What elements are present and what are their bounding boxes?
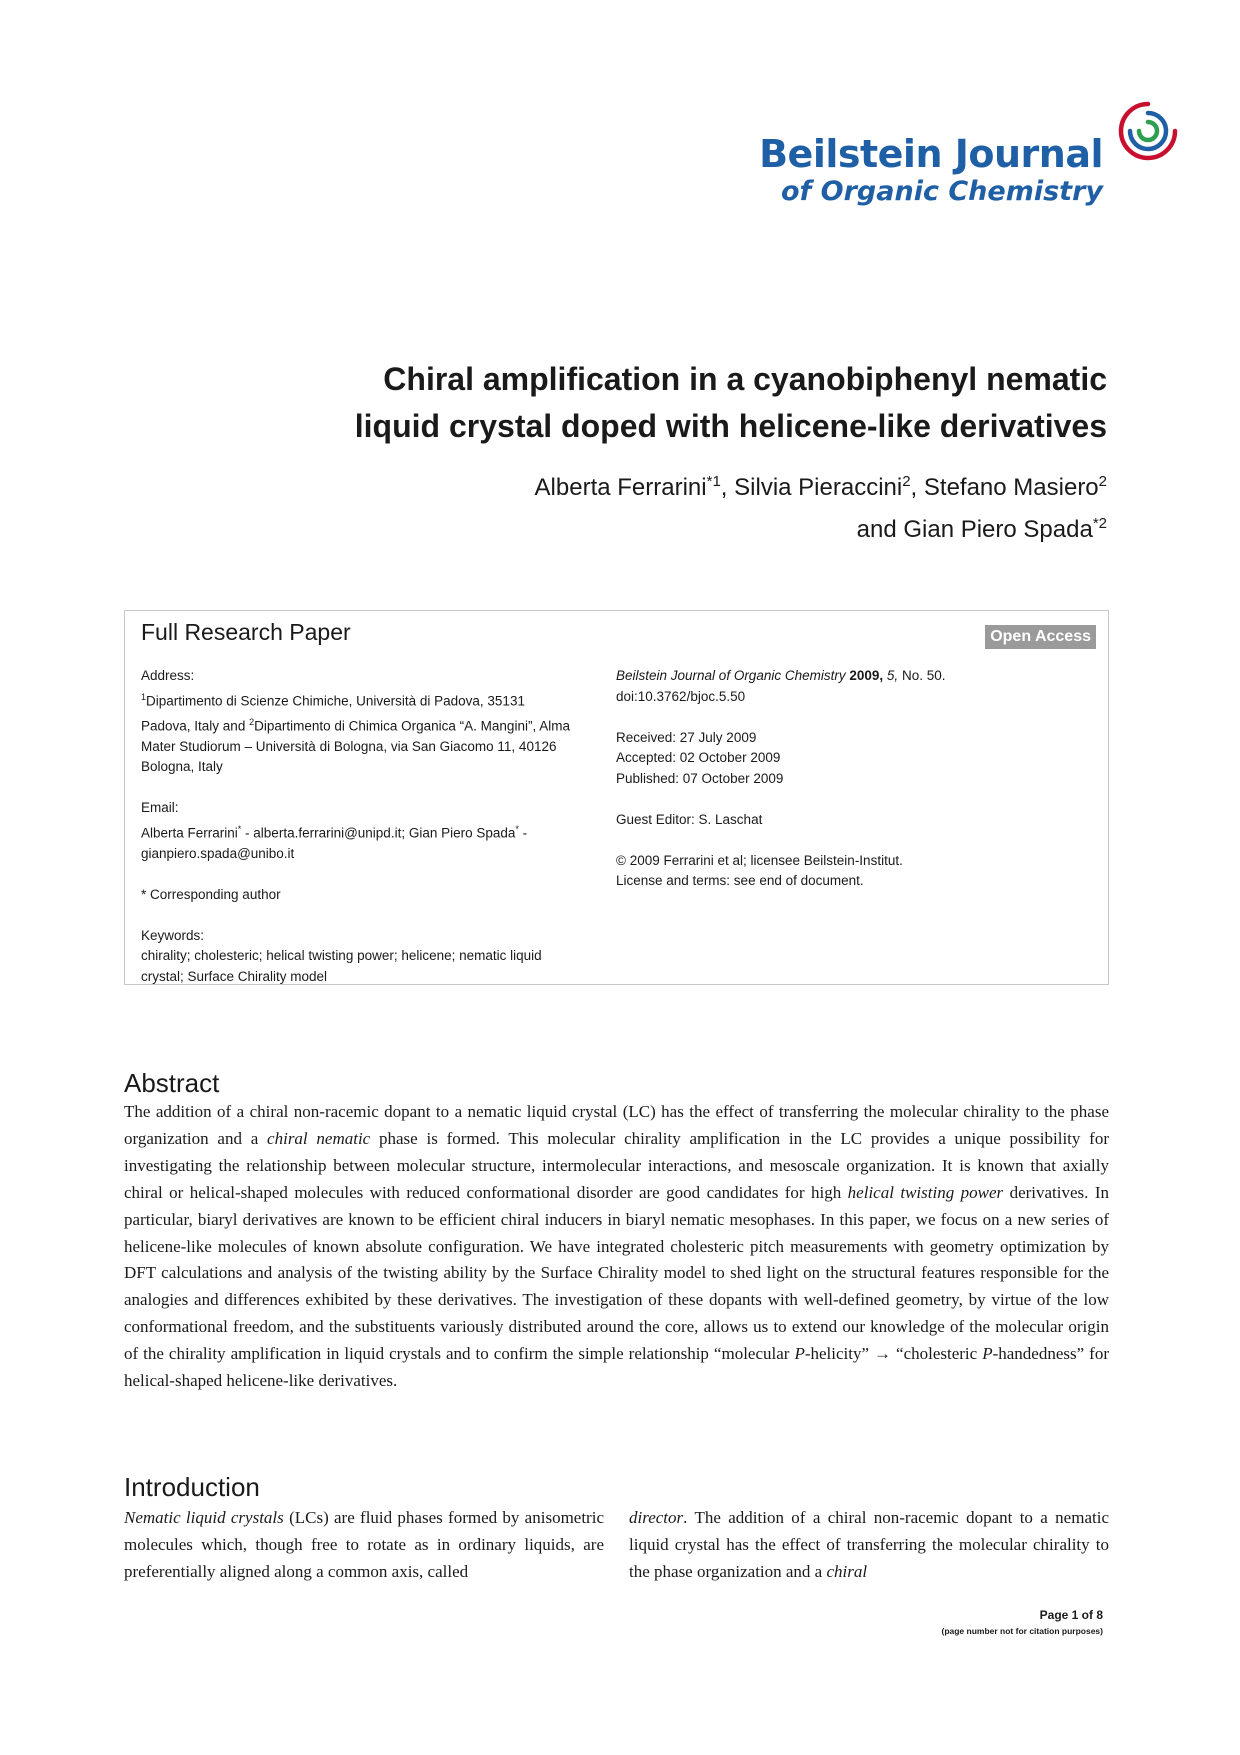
info-right-column <box>616 666 1096 892</box>
email-part[interactable]: - gianpiero.spada@unibo.it <box>141 825 528 861</box>
email-part[interactable]: - alberta.ferrarini@unipd.it; Gian Piero Spada <box>241 825 516 840</box>
corresponding-note: * Corresponding author <box>141 886 281 902</box>
introduction-left-column <box>124 1505 604 1586</box>
author-name: Stefano Masiero <box>923 474 1099 501</box>
author-name: Gian Piero Spada <box>903 516 1093 543</box>
abstract-text: The addition of a chiral non-racemic dopant to a nematic liquid crystal (LC) has the effect of transferring the molecular chirality to the phase organization and a <box>124 1102 1109 1148</box>
open-access-badge: Open Access <box>985 625 1096 649</box>
intro-text: . The addition of a chiral non-racemic dopant to a nematic liquid crystal has the effect of transferring the molecular chirality to the phase organization and a <box>629 1508 1109 1581</box>
published-date: Published: 07 October 2009 <box>616 770 784 786</box>
corresponding-marker: * <box>237 823 242 834</box>
author-separator: , <box>720 474 735 501</box>
address-part: Dipartimento di Chimica Organica “A. Mangini”, Alma Mater Studiorum – Università di Bologna, via San Giacomo 11, 40126 Bologna, Italy <box>141 718 570 774</box>
author-list <box>307 464 1107 548</box>
author-affiliation: *1 <box>706 473 721 490</box>
paper-type: Full Research Paper <box>141 619 351 645</box>
doi[interactable]: doi:10.3762/bjoc.5.50 <box>616 688 746 704</box>
keywords-label: Keywords: <box>141 927 205 943</box>
abstract-heading: Abstract <box>124 1068 220 1098</box>
affiliation-marker: 1 <box>141 691 147 702</box>
article-title <box>207 356 1107 450</box>
guest-editor: Guest Editor: S. Laschat <box>616 811 763 827</box>
abstract-text: -handedness” for helical-shaped helicene-like derivatives. <box>124 1344 1109 1391</box>
accepted-date: Accepted: 02 October 2009 <box>616 750 781 765</box>
email-author: Alberta Ferrarini <box>141 825 238 840</box>
author-separator: , <box>910 474 924 501</box>
keywords-text: chirality; cholesteric; helical twisting power; helicene; nematic liquid crystal; Surface Chirality model <box>141 948 542 984</box>
citation-volume: 5, <box>886 668 899 683</box>
author-name: Alberta Ferrarini <box>534 474 707 501</box>
journal-logo <box>759 132 1103 208</box>
citation-journal: Beilstein Journal of Organic Chemistry <box>616 668 846 683</box>
beilstein-rings-icon <box>1117 100 1179 162</box>
page-number-note: (page number not for citation purposes) <box>941 1626 1103 1636</box>
email-label: Email: <box>141 800 179 815</box>
abstract-text: phase is formed. This molecular chirality amplification in the LC provides a unique possibility for investigating the relationship between molecular structure, intermolecular interactions, and mesoscale organization. It is known that axially chiral or helical-shaped molecules with reduced conformational disorder are good candidates for high <box>124 1128 1109 1202</box>
title-line-1: Chiral amplification in a cyanobiphenyl nematic <box>383 361 1107 397</box>
intro-italic: Nematic liquid crystals <box>124 1508 284 1527</box>
license: License and terms: see end of document. <box>616 873 864 888</box>
author-affiliation: 2 <box>1098 473 1107 490</box>
citation-year: 2009, <box>849 668 884 683</box>
introduction-heading: Introduction <box>124 1472 260 1502</box>
author-affiliation: *2 <box>1092 515 1107 532</box>
email-text <box>141 819 571 865</box>
journal-subtitle: of Organic Chemistry <box>780 176 1103 207</box>
article-info-box <box>124 610 1109 985</box>
address-text <box>141 687 571 778</box>
affiliation-marker: 2 <box>249 716 255 727</box>
intro-italic: chiral <box>826 1561 868 1581</box>
introduction-right-column <box>629 1505 1109 1586</box>
copyright: © 2009 Ferrarini et al; licensee Beilstein-Institut. <box>616 852 903 868</box>
intro-text: (LCs) are fluid phases formed by anisometric molecules which, though free to rotate as in ordinary liquids, are preferentially aligned along a common axis, called <box>124 1508 604 1581</box>
page-number: Page 1 of 8 <box>1039 1608 1103 1622</box>
abstract-italic: P <box>982 1344 993 1364</box>
abstract-text: -helicity” → “cholesteric <box>804 1344 983 1364</box>
abstract-italic: P <box>794 1344 805 1364</box>
title-line-2: liquid crystal doped with helicene-like derivatives <box>354 408 1107 444</box>
intro-italic: director <box>629 1508 684 1527</box>
address-label: Address: <box>141 668 195 683</box>
abstract-italic: helical twisting power <box>847 1182 1004 1202</box>
received-date: Received: 27 July 2009 <box>616 729 757 745</box>
author-affiliation: 2 <box>902 473 911 490</box>
citation-number: No. 50. <box>901 668 946 683</box>
abstract-body <box>124 1099 1109 1395</box>
info-left-column <box>141 666 571 987</box>
citation <box>616 666 1096 687</box>
abstract-italic: chiral nematic <box>267 1128 371 1148</box>
abstract-text: derivatives. In particular, biaryl derivatives are known to be efficient chiral inducers in biaryl nematic mesophases. In this paper, we focus on a new series of helicene-like molecules of known absolute configuration. We have integrated cholesteric pitch measurements with geometry optimization by DFT calculations and analysis of the twisting ability by the Surface Chirality model to shed light on the structural features responsible for the analogies and differences exhibited by these derivatives. The investigation of these dopants with well-defined geometry, by virtue of the low conformational freedom, and the substituents variously distributed around the core, allows us to extend our knowledge of the molecular origin of the chirality amplification in liquid crystals and to confirm the simple relationship “molecular <box>124 1182 1109 1364</box>
corresponding-marker: * <box>515 823 519 834</box>
author-name: Silvia Pieraccini <box>734 474 903 501</box>
author-and: and <box>856 516 904 543</box>
journal-name: Beilstein Journal <box>759 132 1103 176</box>
address-part: Dipartimento di Scienze Chimiche, Università di Padova, 35131 Padova, Italy and <box>141 693 525 733</box>
